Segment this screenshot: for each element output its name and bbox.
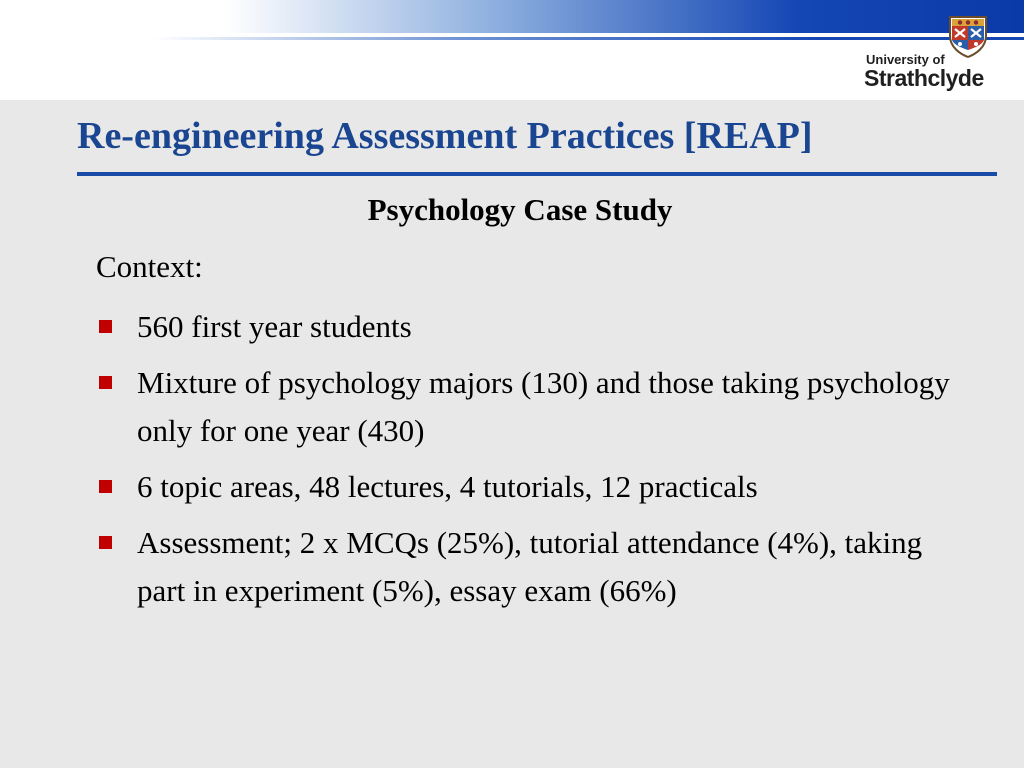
bullet-list: [96, 303, 956, 623]
slide-title: Re-engineering Assessment Practices [REAP]: [77, 115, 813, 157]
context-label: Context:: [96, 249, 203, 284]
bullet-text: Mixture of psychology majors (130) and those taking psychology only for one year (430): [137, 365, 950, 448]
bullet-item: [96, 463, 956, 511]
bullet-item: [96, 303, 956, 351]
bullet-item: [96, 359, 956, 455]
logo-text-strathclyde: Strathclyde: [864, 65, 984, 91]
university-crest-icon: [946, 14, 990, 58]
square-bullet-icon: [99, 376, 112, 389]
bullet-text: 560 first year students: [137, 309, 412, 344]
slide-subtitle: Psychology Case Study: [367, 192, 673, 227]
logo-text-university-of: University of: [866, 52, 945, 67]
square-bullet-icon: [99, 480, 112, 493]
square-bullet-icon: [99, 536, 112, 549]
bullet-text: 6 topic areas, 48 lectures, 4 tutorials, 12 practicals: [137, 469, 758, 504]
university-logo: [860, 12, 1002, 96]
bullet-item: [96, 519, 956, 615]
square-bullet-icon: [99, 320, 112, 333]
bullet-text: Assessment; 2 x MCQs (25%), tutorial attendance (4%), taking part in experiment (5%), essay exam (66%): [137, 525, 923, 608]
title-underline: [77, 172, 997, 176]
